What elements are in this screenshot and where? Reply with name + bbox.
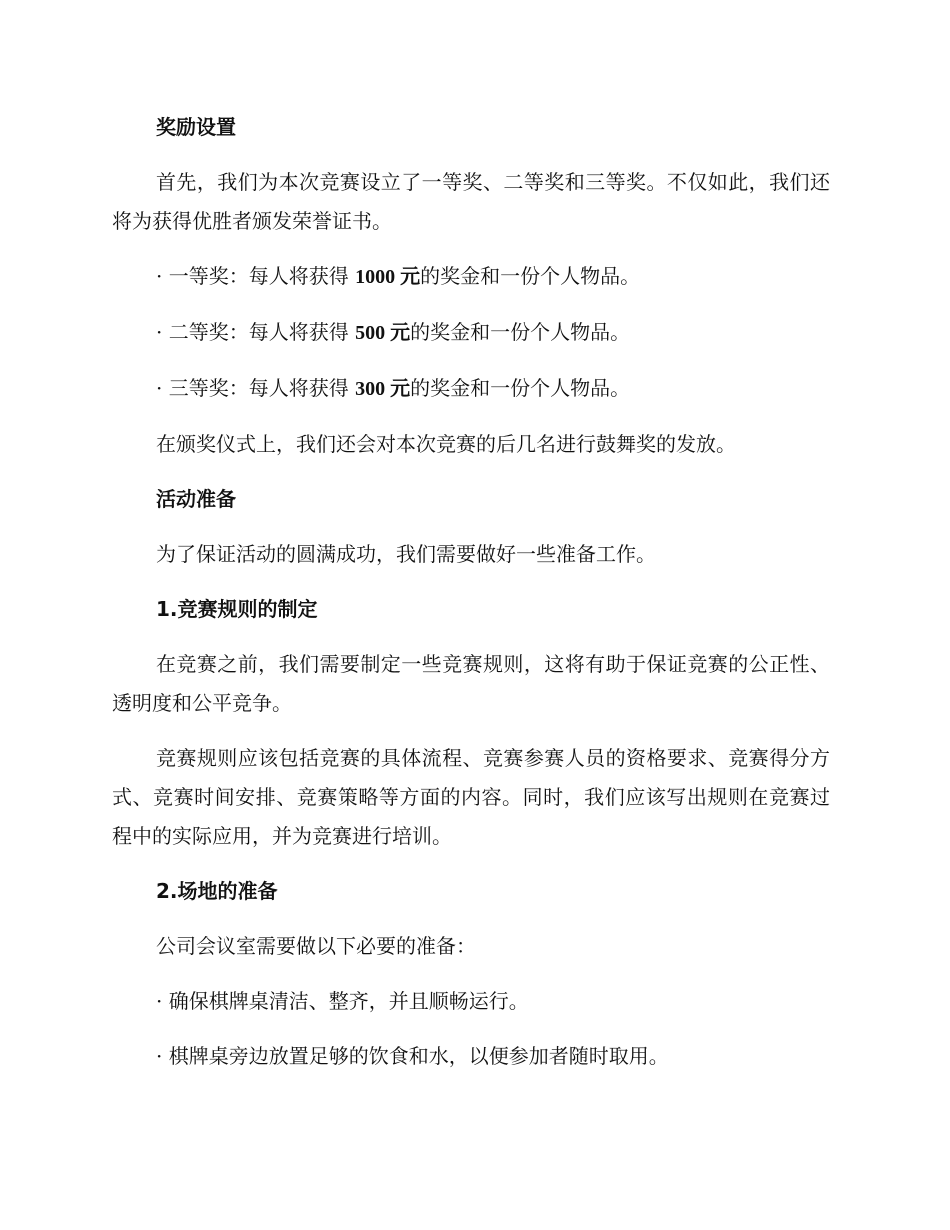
heading-rewards: 奖励设置 [156,115,236,139]
prize-prefix: · 一等奖：每人将获得 [156,264,356,288]
venue-item-tables: · 确保棋牌桌清洁、整齐，并且顺畅运行。 [156,989,529,1013]
prize-suffix: 的奖金和一份个人物品。 [410,376,631,400]
paragraph-rules-2: 竞赛规则应该包括竞赛的具体流程、竞赛参赛人员的资格要求、竞赛得分方式、竞赛时间安排、竞赛策略等方面的内容。同时，我们应该写出规则在竞赛过程中的实际应用，并为竞赛进行培训。 [112,746,830,848]
prize-item-third [112,369,830,409]
heading-rules: 1.竞赛规则的制定 [156,597,318,621]
prize-suffix: 的奖金和一份个人物品。 [410,320,631,344]
prize-suffix: 的奖金和一份个人物品。 [420,264,641,288]
prize-amount: 300 元 [355,378,411,400]
heading-preparation: 活动准备 [156,487,236,511]
prize-amount: 500 元 [355,322,411,344]
paragraph-rules-1: 在竞赛之前，我们需要制定一些竞赛规则，这将有助于保证竞赛的公正性、透明度和公平竞争。 [112,652,830,715]
prize-item-second [112,313,830,353]
paragraph-prep-intro: 为了保证活动的圆满成功，我们需要做好一些准备工作。 [156,542,656,566]
paragraph-ceremony: 在颁奖仪式上，我们还会对本次竞赛的后几名进行鼓舞奖的发放。 [156,432,736,456]
document-body [112,108,830,1092]
paragraph-rewards-intro: 首先，我们为本次竞赛设立了一等奖、二等奖和三等奖。不仅如此，我们还将为获得优胜者颁发荣誉证书。 [112,170,830,233]
paragraph-venue-intro: 公司会议室需要做以下必要的准备： [156,934,476,958]
heading-venue: 2.场地的准备 [156,879,278,903]
prize-amount: 1000 元 [355,266,421,288]
prize-prefix: · 三等奖：每人将获得 [156,376,356,400]
prize-item-first [112,257,830,297]
venue-item-food: · 棋牌桌旁边放置足够的饮食和水，以便参加者随时取用。 [156,1044,669,1068]
prize-prefix: · 二等奖：每人将获得 [156,320,356,344]
